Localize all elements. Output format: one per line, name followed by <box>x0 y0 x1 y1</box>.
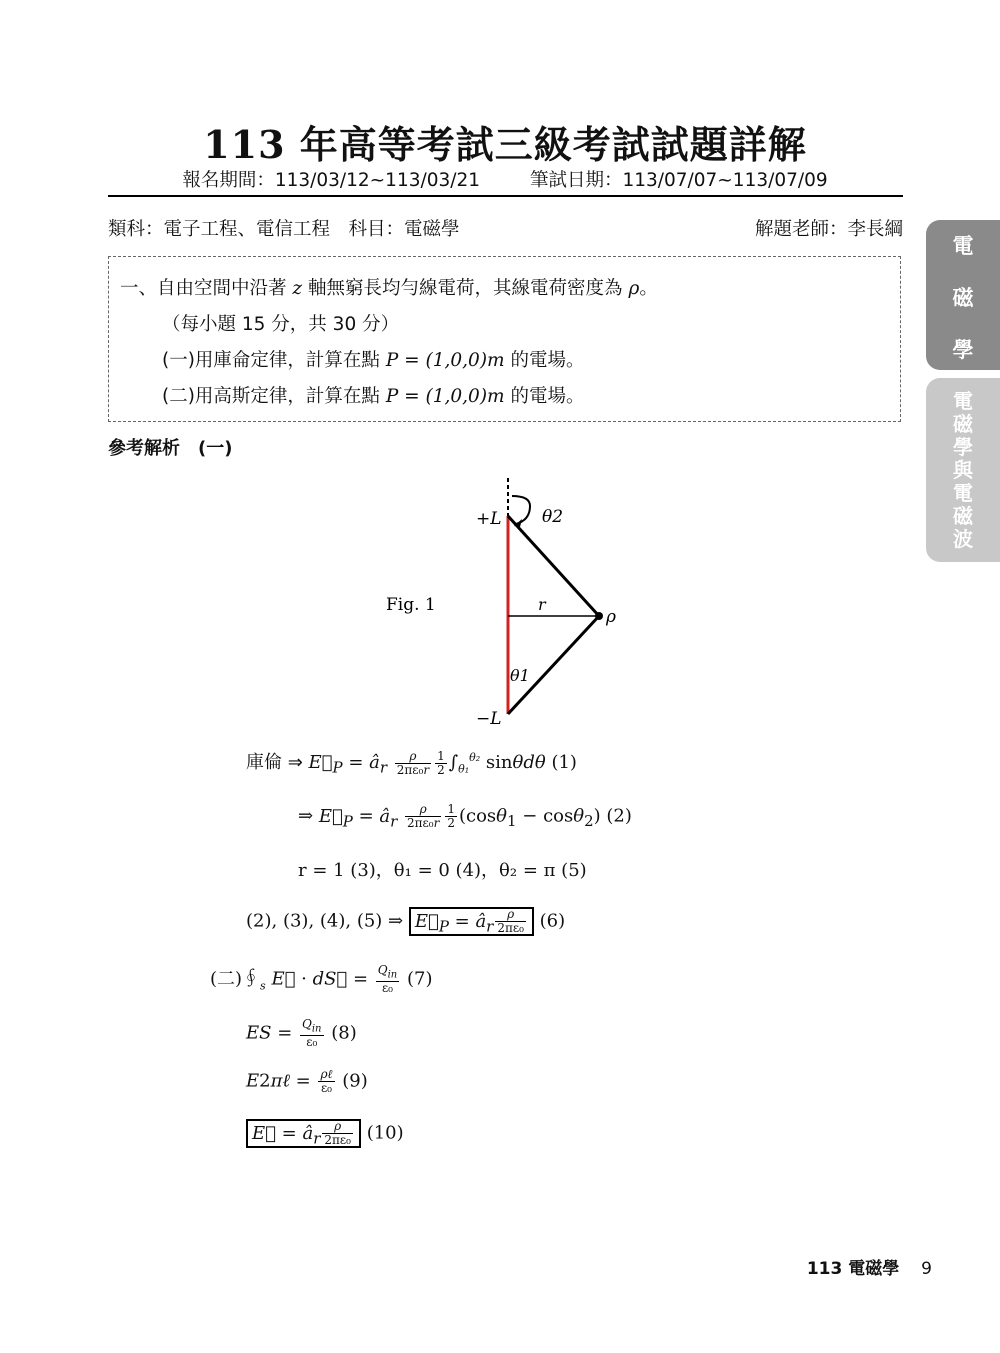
tab-char: 波 <box>953 527 973 551</box>
point-rho <box>595 612 603 620</box>
equation-8: ES = $\frac{Q_{in}}{\text{ε₀}}$ (8) <box>246 1017 357 1050</box>
question-text: 。 <box>639 278 658 299</box>
z-symbol: z <box>292 278 303 299</box>
subquestion-2 <box>162 382 585 408</box>
eq-prefix: (二) <box>210 968 243 990</box>
label-theta1: θ1 <box>510 666 530 685</box>
question-line-1 <box>120 274 658 300</box>
tab-char: 磁 <box>953 412 973 436</box>
boxed-result: E⃗ = $â_r$ $\frac{\rho}{\text{2πε₀}}$ <box>246 1119 361 1148</box>
side-tab-em-waves[interactable] <box>926 378 1000 562</box>
side-tab-electromagnetics[interactable] <box>926 220 1000 370</box>
lower-line <box>508 616 599 714</box>
exam-date: 筆試日期：113/07/07~113/07/09 <box>529 170 828 191</box>
subquestion-1 <box>162 346 585 372</box>
tab-char: 電 <box>953 389 973 413</box>
label-minus-L: −L <box>476 709 502 729</box>
figure-caption: Fig. 1 <box>386 595 436 615</box>
eq-tag: (2) <box>606 805 632 827</box>
equation-6 <box>246 908 565 935</box>
eq-tag: (9) <box>342 1070 368 1092</box>
page-number: 9 <box>921 1259 932 1279</box>
equation-3-5: r = 1 (3)，θ₁ = 0 (4)，θ₂ = π (5) <box>298 860 587 881</box>
page-footer <box>807 1254 932 1279</box>
header-divider <box>108 195 903 197</box>
eq-tag: (6) <box>539 910 566 932</box>
tab-char: 電 <box>953 481 973 505</box>
equation-1: 庫倫 ⇒ $E⃗_P$ = $â_r$ $\frac{\rho}{\text{2πε₀r}}$ $\frac{1}{2}$ $\int_{\theta_1}^{\theta_2}$ sinθdθ (1) <box>246 748 577 777</box>
eq-prefix: (2), (3), (4), (5) ⇒ <box>246 910 404 932</box>
eq-tag: (7) <box>406 968 433 990</box>
question-score: （每小題 15 分，共 30 分） <box>162 314 400 335</box>
label-plus-L: +L <box>476 509 502 529</box>
solution-heading: 參考解析 (一) <box>108 438 233 459</box>
rho-symbol: ρ <box>628 278 640 299</box>
subquestion-text: 的電場。 <box>510 350 585 371</box>
registration-period: 報名期間：113/03/12~113/03/21 <box>182 170 481 191</box>
tab-char: 磁 <box>952 286 974 310</box>
theta2-arc <box>512 496 530 524</box>
label-theta2: θ2 <box>542 507 564 527</box>
subquestion-text: (一)用庫侖定律，計算在點 <box>162 350 380 371</box>
point-expression: P = (1,0,0)m <box>385 386 505 407</box>
tab-char: 學 <box>953 435 973 459</box>
equation-9: E2πℓ = $\frac{\text{ρℓ}}{\text{ε₀}}$ (9) <box>246 1067 368 1095</box>
tab-char: 與 <box>953 458 973 482</box>
figure-1 <box>370 470 650 732</box>
tab-char: 電 <box>952 234 974 258</box>
eq-tag: (1) <box>551 752 577 773</box>
equation-7: (二)$∮_s$ E⃗ · dS⃗ = $\frac{Q_{in}}{\text{ε₀}}$ (7) <box>210 963 433 996</box>
eq-tag: (10) <box>366 1122 404 1144</box>
tab-char: 學 <box>952 338 974 362</box>
footer-book-title: 113 電磁學 <box>806 1259 900 1279</box>
eq-prefix: 庫倫 ⇒ <box>246 752 303 773</box>
subquestion-text: (二)用高斯定律，計算在點 <box>162 386 380 407</box>
eq-tag: (8) <box>331 1022 357 1044</box>
teacher-info: 解題老師：李長綱 <box>754 219 903 240</box>
question-text: 軸無窮長均勻線電荷，其線電荷密度為 <box>308 278 623 299</box>
subquestion-text: 的電場。 <box>510 386 585 407</box>
label-r: r <box>538 595 546 614</box>
question-text: 一、自由空間中沿著 <box>120 278 287 299</box>
exam-dates <box>0 166 1000 192</box>
subject-info: 類科：電子工程、電信工程 科目：電磁學 <box>108 219 460 240</box>
tab-char: 磁 <box>953 504 973 528</box>
equation-10 <box>246 1120 404 1147</box>
label-rho: ρ <box>606 607 616 627</box>
point-expression: P = (1,0,0)m <box>385 350 505 371</box>
page-title: 113 年高等考試三級考試試題詳解 <box>203 122 807 167</box>
upper-line <box>508 516 599 616</box>
boxed-result: $E⃗_P$ = $â_r$ $\frac{\rho}{\text{2πε₀}}$ <box>409 907 534 936</box>
equation-2: ⇒ $E⃗_P$ = $â_r$ $\frac{\rho}{\text{2πε₀r}}$ $\frac{1}{2}$ (cosθ$_1$ − cosθ$_2$) (2) <box>298 802 632 831</box>
